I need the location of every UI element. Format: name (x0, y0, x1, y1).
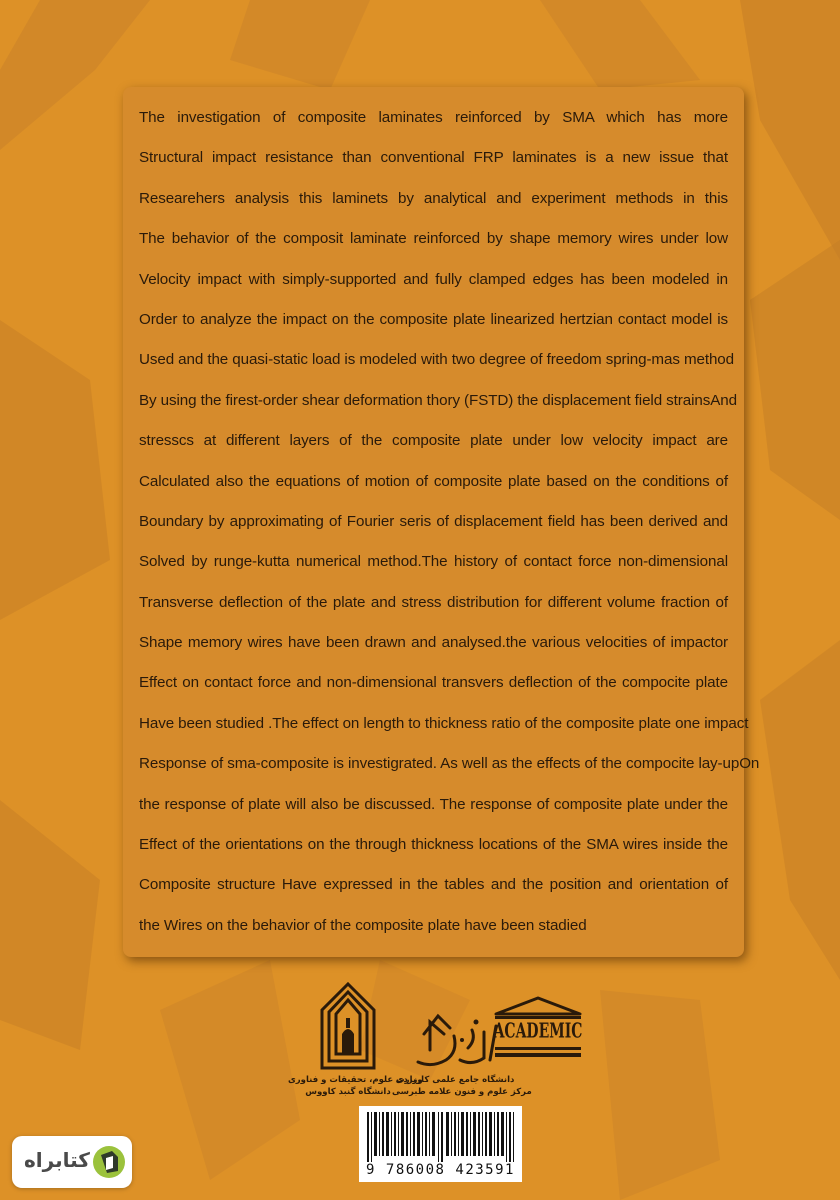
barcode-bars (367, 1112, 514, 1162)
abstract-line: Used and the quasi-static load is modeled with two degree of freedom spring-mas method (139, 351, 735, 369)
ketabrah-watermark[interactable] (12, 1136, 132, 1188)
abstract-panel (123, 87, 760, 957)
abstract-line: Response of sma-composite is investigrated. As well as the effects of the compocite lay-upOn (139, 755, 760, 773)
abstract-line: Transverse deflection of the plate and stress distribution for different volume fraction of (139, 593, 728, 611)
abstract-line: the Wires on the behavior of the composite plate have been stadied (139, 916, 587, 934)
abstract-line: Boundary by approximating of Fourier seris of displacement field has been derived and (139, 512, 728, 530)
abstract-line: The investigation of composite laminates reinforced by SMA which has more (139, 109, 728, 126)
abstract-line: Calculated also the equations of motion of composite plate based on the conditions of (139, 472, 728, 490)
isbn-number: 9 786008 423591 (366, 1162, 515, 1178)
tabarsi-caption (392, 1074, 532, 1098)
ketabrah-logo-icon (92, 1145, 126, 1179)
watermark-label: کتابراه (24, 1148, 90, 1172)
ministry-caption-line1: وزارت علوم، تحقیقات و فناوری (288, 1075, 423, 1085)
abstract-line: Composite structure Have expressed in the tables and the position and orientation of (139, 876, 728, 894)
abstract-line: Structural impact resistance than conventional FRP laminates is a new issue that (139, 149, 728, 167)
isbn-barcode (359, 1106, 522, 1182)
abstract-line: Have been studied .The effect on length to thickness ratio of the composite plate one impact (139, 714, 749, 732)
tabarsi-caption-line1: دانشگاه جامع علمی کاربردی (395, 1075, 515, 1085)
academic-label: ACADEMIC (493, 1020, 583, 1044)
tabarsi-caption-line2: مرکز علوم و فنون علامه طبرسی (392, 1087, 532, 1097)
tabarsi-calligraphy-logo (410, 1010, 500, 1072)
abstract-line: The behavior of the composit laminate reinforced by shape memory wires under low (139, 230, 728, 248)
abstract-line: stresscs at different layers of the composite plate under low velocity impact are (139, 432, 728, 450)
abstract-line: Order to analyze the impact on the composite plate linearized hertzian contact model is (139, 310, 728, 328)
abstract-line: the response of plate will also be discussed. The response of composite plate under the (139, 795, 728, 813)
abstract-line: Researehers analysis this laminets by analytical and experiment methods in this (139, 189, 728, 207)
mosque-arch-icon (320, 982, 376, 1070)
academic-logo (492, 996, 584, 1060)
abstract-line: Effect of the orientations on the through thickness locations of the SMA wires inside the (139, 836, 728, 854)
abstract-line: By using the firest-order shear deformation thory (FSTD) the displacement field strainsAnd (139, 391, 737, 409)
abstract-line: Effect on contact force and non-dimensional transvers deflection of the compocite plate (139, 674, 728, 692)
abstract-line: Velocity impact with simply-supported and fully clamped edges has been modeled in (139, 270, 728, 288)
abstract-line: Shape memory wires have been drawn and analysed.the various velocities of impactor (139, 634, 728, 652)
ministry-caption-line2: دانشگاه گنبد کاووس (305, 1087, 391, 1097)
ministry-caption (288, 1074, 423, 1098)
abstract-line: Solved by runge-kutta numerical method.The history of contact force non-dimensional (139, 553, 728, 571)
